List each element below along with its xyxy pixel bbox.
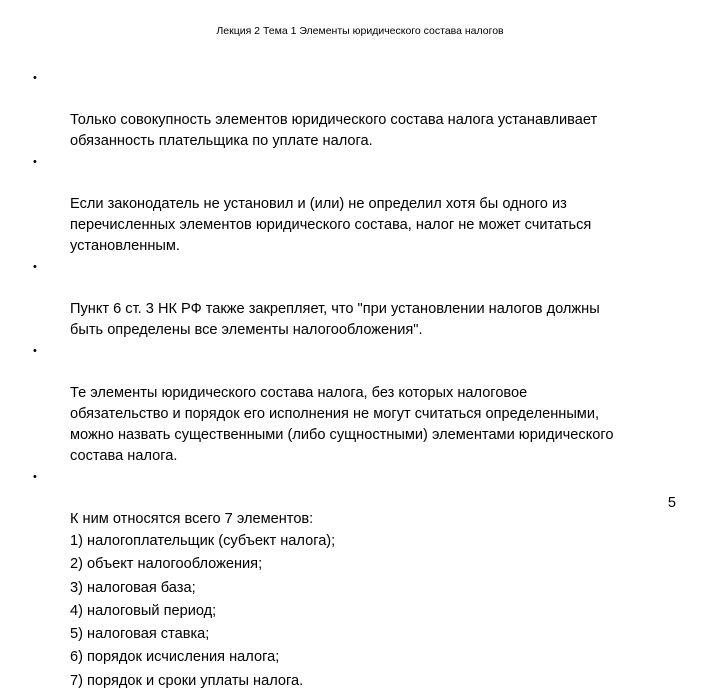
bullet-item <box>0 341 720 467</box>
element-list-item: 2) объект налогообложения; <box>70 556 263 573</box>
bullet-marker: • <box>33 72 37 84</box>
bullet-marker: • <box>33 156 37 168</box>
bullet-text: Только совокупность элементов юридического состава налога устанавливает обязанность плательщика по уплате налога. <box>70 112 598 149</box>
bullet-item <box>0 467 720 530</box>
bullet-marker: • <box>33 471 37 483</box>
bullet-item <box>0 68 720 152</box>
element-list-item: 7) порядок и сроки уплаты налога. <box>70 672 304 689</box>
element-list-item: 5) налоговая ставка; <box>70 626 210 643</box>
bullet-item <box>0 152 720 257</box>
bullet-marker: • <box>33 345 37 357</box>
bullet-text: Если законодатель не установил и (или) не определил хотя бы одного из перечисленных элементов юридического состава, налог не может считаться установленным. <box>70 196 592 254</box>
element-list-item: 4) налоговый период; <box>70 602 217 619</box>
element-list-item: 1) налогоплательщик (субъект налога); <box>70 533 336 549</box>
slide-title: Лекция 2 Тема 1 Элементы юридического состава налогов <box>216 25 504 37</box>
bullet-text: К ним относятся всего 7 элементов: <box>70 511 314 527</box>
element-list-item: 6) порядок исчисления налога; <box>70 649 280 666</box>
bullet-text: Пункт 6 ст. 3 НК РФ также закрепляет, что "при установлении налогов должны быть определены все элементы налогообложения". <box>70 301 600 338</box>
bullet-text: Те элементы юридического состава налога, без которых налоговое обязательство и порядок его исполнения не могут считаться определенными, можно назвать существенными (либо сущностными) элементами юридического состава налога. <box>70 385 614 464</box>
element-list-item: 3) налоговая база; <box>70 579 196 596</box>
page-number: 5 <box>667 495 676 511</box>
bullet-list <box>0 68 720 693</box>
bullet-item <box>0 257 720 341</box>
bullet-marker: • <box>33 261 37 273</box>
